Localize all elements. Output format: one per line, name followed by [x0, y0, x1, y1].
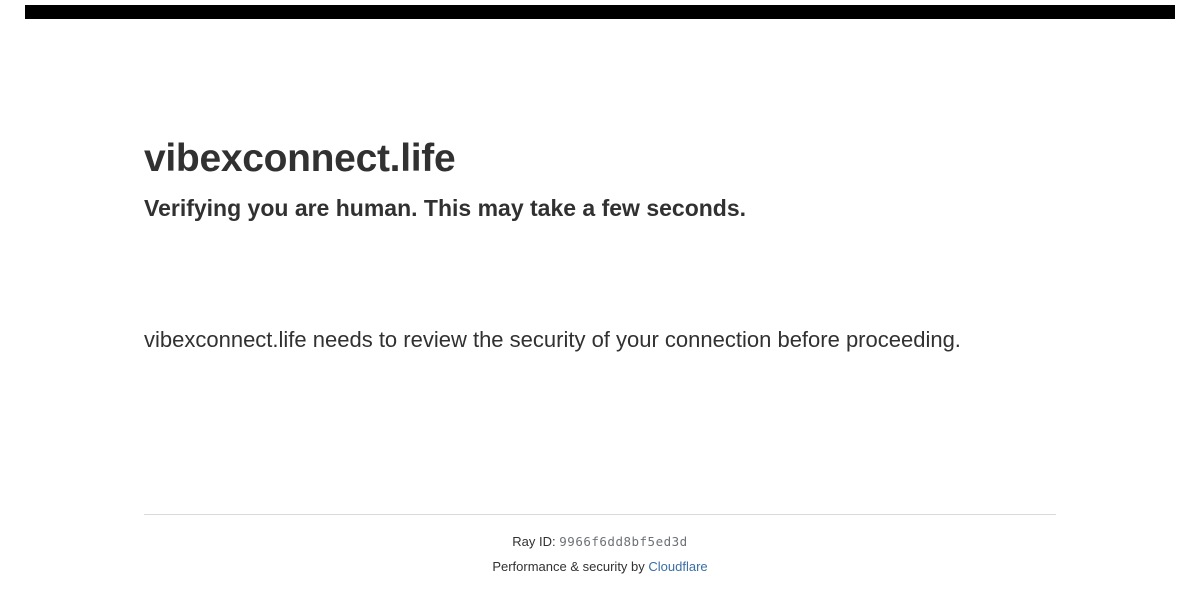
- page-title: vibexconnect.life: [144, 137, 456, 180]
- ray-id-value: 9966f6dd8bf5ed3d: [559, 534, 688, 549]
- ray-id-line: [144, 534, 1056, 549]
- challenge-page: [144, 0, 1056, 574]
- attribution-line: [144, 559, 1056, 574]
- cloudflare-link[interactable]: Cloudflare: [648, 559, 708, 574]
- top-bar: [25, 5, 1175, 19]
- ray-id-label: Ray ID:: [512, 534, 556, 549]
- verify-message: Verifying you are human. This may take a few seconds.: [144, 195, 747, 221]
- challenge-description: vibexconnect.life needs to review the security of your connection before proceeding.: [144, 327, 961, 352]
- attribution-text: Performance & security by: [492, 559, 645, 574]
- footer-divider: [144, 514, 1056, 515]
